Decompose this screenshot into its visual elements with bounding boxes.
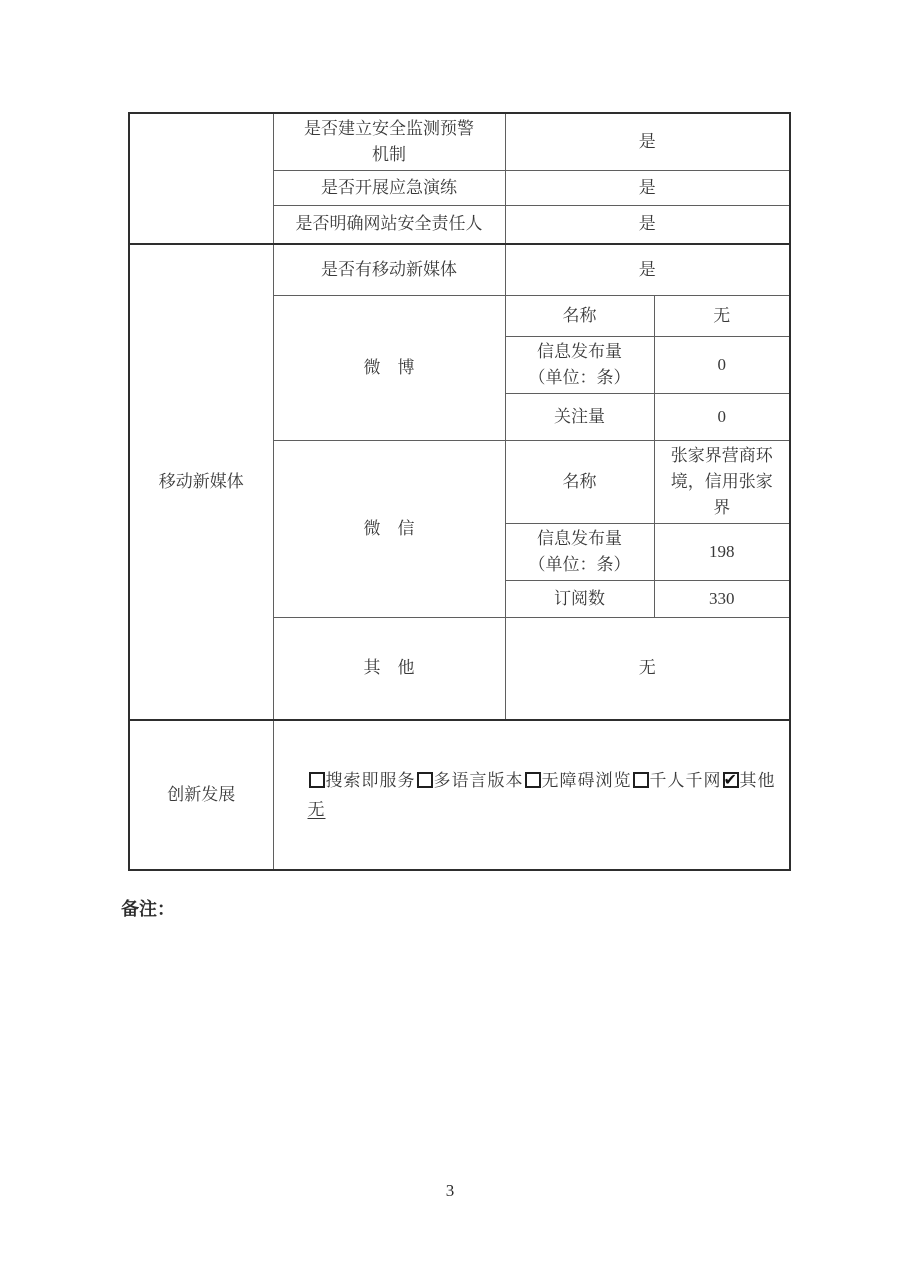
option-other — [722, 771, 776, 790]
option-label: 搜索即服务 — [325, 770, 416, 790]
innovation-cell — [273, 720, 790, 870]
row-label-security-monitor — [273, 113, 505, 171]
row-label-line2: 机制 — [372, 145, 406, 164]
row-label-has-mobile-media: 是否有移动新媒体 — [273, 244, 505, 296]
sub-value-weibo-followers: 0 — [654, 394, 790, 441]
group-value-other-media: 无 — [505, 618, 790, 720]
table-row — [129, 244, 790, 296]
checkbox-checked-icon — [723, 772, 739, 788]
sub-label-line1: 信息发布量 — [537, 529, 622, 548]
section-label-cell-empty — [129, 113, 273, 244]
sub-value-wechat-posts: 198 — [654, 524, 790, 581]
sub-label-line2: （单位：条） — [528, 555, 631, 574]
sub-label-wechat-subscribers: 订阅数 — [505, 581, 654, 618]
sub-label-wechat-name: 名称 — [505, 441, 654, 524]
option-label: 千人千网 — [649, 770, 722, 790]
row-label-emergency-drill: 是否开展应急演练 — [273, 171, 505, 206]
sub-label-weibo-followers: 关注量 — [505, 394, 654, 441]
innovation-other-line — [308, 795, 784, 824]
table-row — [129, 113, 790, 171]
row-label-line1: 是否建立安全监测预警 — [304, 119, 474, 138]
sub-value-weibo-name: 无 — [654, 296, 790, 337]
sub-label-weibo-name: 名称 — [505, 296, 654, 337]
table-row — [129, 720, 790, 870]
option-search-as-service — [308, 771, 416, 790]
sub-value-weibo-posts: 0 — [654, 337, 790, 394]
row-value: 是 — [505, 244, 790, 296]
group-label-weibo: 微 博 — [273, 296, 505, 441]
row-value: 是 — [505, 206, 790, 244]
option-personalized — [632, 771, 722, 790]
checkbox-unchecked-icon — [417, 772, 433, 788]
option-multilingual — [416, 771, 524, 790]
row-label-security-responsible: 是否明确网站安全责任人 — [273, 206, 505, 244]
sub-label-line2: （单位：条） — [528, 368, 631, 387]
section-label-innovation: 创新发展 — [129, 720, 273, 870]
checkbox-unchecked-icon — [309, 772, 325, 788]
group-label-wechat: 微 信 — [273, 441, 505, 618]
sub-value-wechat-name: 张家界营商环境，信用张家界 — [654, 441, 790, 524]
row-value: 是 — [505, 113, 790, 171]
checkbox-unchecked-icon — [525, 772, 541, 788]
group-label-other-media: 其 他 — [273, 618, 505, 720]
option-label: 多语言版本 — [433, 770, 524, 790]
checkbox-unchecked-icon — [633, 772, 649, 788]
innovation-options — [308, 766, 784, 795]
row-value: 是 — [505, 171, 790, 206]
sub-label-wechat-posts — [505, 524, 654, 581]
sub-label-line1: 信息发布量 — [537, 342, 622, 361]
option-label: 无障碍浏览 — [541, 770, 632, 790]
section-label-mobile-media: 移动新媒体 — [129, 244, 273, 720]
page-number: 3 — [445, 1181, 455, 1200]
report-table — [128, 112, 791, 871]
option-accessibility — [524, 771, 632, 790]
sub-value-wechat-subscribers: 330 — [654, 581, 790, 618]
sub-label-weibo-posts — [505, 337, 654, 394]
option-label: 其他 — [739, 770, 776, 790]
notes-label: 备注： — [121, 899, 175, 919]
innovation-other-value: 无 — [307, 799, 326, 819]
